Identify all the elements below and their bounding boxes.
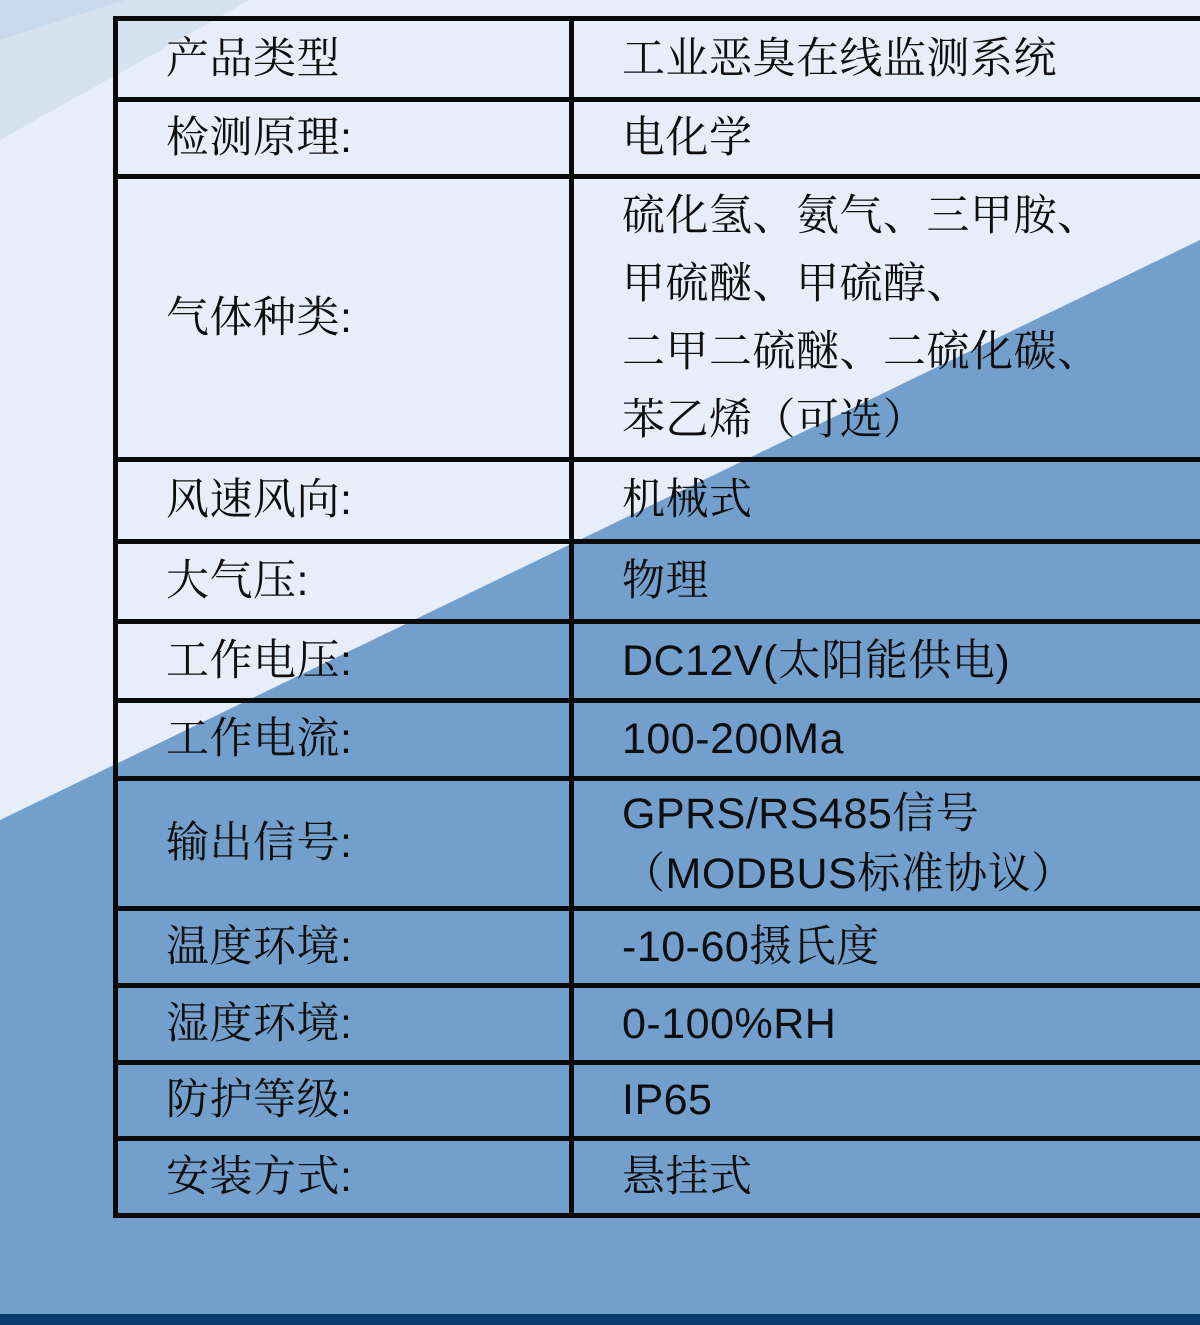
spec-label-text: 湿度环境: bbox=[166, 999, 353, 1048]
spec-label-text: 产品类型 bbox=[166, 34, 340, 83]
table-row bbox=[116, 909, 1200, 986]
table-row bbox=[116, 622, 1200, 701]
spec-value-line: （MODBUS标准协议） bbox=[622, 849, 1075, 898]
spec-label-cell bbox=[116, 460, 572, 542]
product-spec-table bbox=[113, 16, 1200, 1218]
bottom-navy-bar bbox=[0, 1314, 1200, 1325]
spec-label-cell bbox=[116, 100, 572, 177]
spec-label-text: 工作电压: bbox=[166, 636, 353, 685]
spec-value-line: 物理 bbox=[622, 557, 709, 606]
spec-value-cell bbox=[572, 460, 1200, 542]
spec-value-cell bbox=[572, 542, 1200, 622]
spec-label-cell bbox=[116, 1139, 572, 1216]
spec-label-cell bbox=[116, 1063, 572, 1139]
spec-label-text: 气体种类: bbox=[166, 293, 353, 342]
table-row bbox=[116, 177, 1200, 460]
spec-value-line: 二甲二硫醚、二硫化碳、 bbox=[622, 328, 1101, 376]
spec-value-line: 0-100%RH bbox=[622, 999, 837, 1048]
table-row bbox=[116, 542, 1200, 622]
spec-label-cell bbox=[116, 779, 572, 909]
spec-label-text: 大气压: bbox=[166, 557, 309, 606]
spec-value-cell bbox=[572, 100, 1200, 177]
table-row bbox=[116, 779, 1200, 909]
spec-label-cell bbox=[116, 986, 572, 1063]
table-row bbox=[116, 100, 1200, 177]
spec-value-cell bbox=[572, 177, 1200, 460]
spec-value-cell bbox=[572, 1139, 1200, 1216]
spec-label-text: 安装方式: bbox=[166, 1152, 353, 1201]
spec-label-text: 工作电流: bbox=[166, 715, 353, 764]
spec-label-cell bbox=[116, 177, 572, 460]
spec-value-line: 甲硫醚、甲硫醇、 bbox=[622, 260, 970, 308]
spec-value-line: GPRS/RS485信号 bbox=[622, 789, 980, 838]
spec-value-line: 100-200Ma bbox=[622, 715, 845, 764]
spec-label-cell bbox=[116, 701, 572, 779]
table-row bbox=[116, 1139, 1200, 1216]
spec-value-line: 苯乙烯（可选） bbox=[622, 396, 927, 444]
spec-value-cell bbox=[572, 779, 1200, 909]
spec-value-cell bbox=[572, 1063, 1200, 1139]
spec-value-cell bbox=[572, 701, 1200, 779]
spec-value-line: -10-60摄氏度 bbox=[622, 922, 880, 971]
spec-value-line: 悬挂式 bbox=[622, 1152, 753, 1201]
spec-value-cell bbox=[572, 622, 1200, 701]
spec-label-cell bbox=[116, 909, 572, 986]
spec-label-cell bbox=[116, 19, 572, 100]
table-row bbox=[116, 19, 1200, 100]
spec-value-cell bbox=[572, 909, 1200, 986]
spec-table-body bbox=[116, 19, 1200, 1216]
spec-value-line: IP65 bbox=[622, 1076, 713, 1125]
spec-value-line: 硫化氢、氨气、三甲胺、 bbox=[622, 192, 1101, 240]
spec-value-cell bbox=[572, 19, 1200, 100]
spec-label-cell bbox=[116, 622, 572, 701]
spec-value-line: 工业恶臭在线监测系统 bbox=[622, 34, 1057, 83]
spec-value-cell bbox=[572, 986, 1200, 1063]
spec-label-text: 输出信号: bbox=[166, 819, 353, 868]
spec-value-line: 电化学 bbox=[622, 113, 753, 162]
spec-label-text: 风速风向: bbox=[166, 476, 353, 525]
spec-value-line: DC12V(太阳能供电) bbox=[622, 636, 1011, 685]
table-row bbox=[116, 460, 1200, 542]
table-row bbox=[116, 1063, 1200, 1139]
table-row bbox=[116, 701, 1200, 779]
spec-label-cell bbox=[116, 542, 572, 622]
spec-label-text: 防护等级: bbox=[166, 1076, 353, 1125]
spec-label-text: 检测原理: bbox=[166, 113, 353, 162]
table-row bbox=[116, 986, 1200, 1063]
spec-value-line: 机械式 bbox=[622, 476, 753, 525]
spec-label-text: 温度环境: bbox=[166, 922, 353, 971]
